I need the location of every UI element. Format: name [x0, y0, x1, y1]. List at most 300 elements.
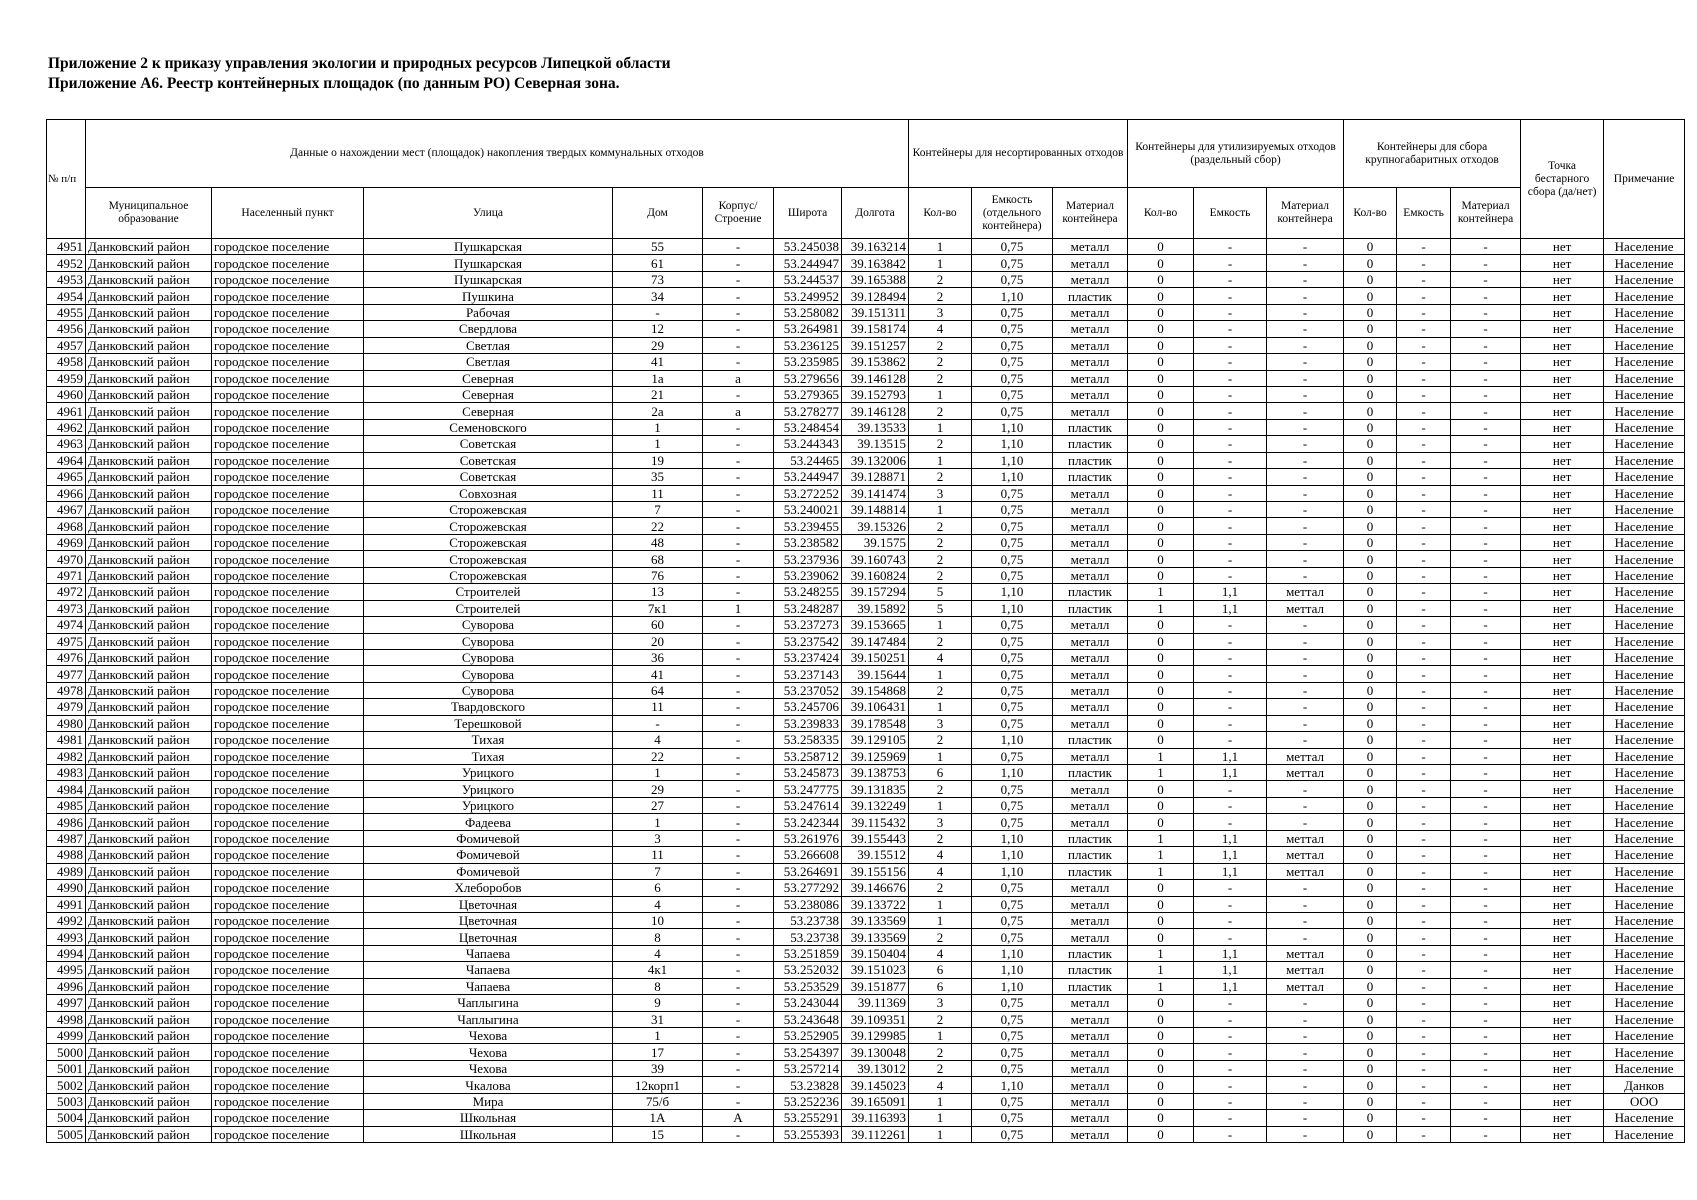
cell-row-number: 4985 [47, 797, 86, 813]
cell-unsorted-capacity: 0,75 [972, 1126, 1053, 1142]
cell-unsorted-material: металл [1053, 255, 1128, 271]
cell-bulky-capacity: - [1397, 584, 1451, 600]
cell-house: 48 [613, 534, 703, 550]
cell-building: - [703, 962, 774, 978]
cell-note: Население [1604, 617, 1685, 633]
cell-unsorted-count: 1 [909, 1093, 972, 1109]
table-row [47, 649, 1685, 665]
cell-bulky-count: 0 [1344, 518, 1397, 534]
cell-unsorted-material: пластик [1053, 732, 1128, 748]
cell-longitude: 39.155443 [842, 830, 909, 846]
cell-house: 41 [613, 666, 703, 682]
cell-bulky-count: 0 [1344, 649, 1397, 665]
table-row [47, 567, 1685, 583]
cell-recyclable-capacity: - [1194, 502, 1267, 518]
cell-bulky-count: 0 [1344, 633, 1397, 649]
cell-municipality: Данковский район [86, 567, 212, 583]
cell-bulky-count: 0 [1344, 567, 1397, 583]
cell-bulky-count: 0 [1344, 1093, 1397, 1109]
cell-recyclable-capacity: - [1194, 814, 1267, 830]
cell-unsorted-material: металл [1053, 633, 1128, 649]
cell-municipality: Данковский район [86, 912, 212, 928]
cell-street: Сторожевская [364, 567, 613, 583]
cell-municipality: Данковский район [86, 419, 212, 435]
cell-house: 21 [613, 386, 703, 402]
cell-bulky-capacity: - [1397, 419, 1451, 435]
cell-longitude: 39.145023 [842, 1077, 909, 1093]
cell-municipality: Данковский район [86, 765, 212, 781]
cell-longitude: 39.141474 [842, 485, 909, 501]
cell-street: Чехова [364, 1044, 613, 1060]
cell-unsorted-count: 5 [909, 584, 972, 600]
cell-containerless-point: нет [1521, 436, 1604, 452]
cell-note: Население [1604, 485, 1685, 501]
cell-bulky-capacity: - [1397, 518, 1451, 534]
cell-bulky-count: 0 [1344, 814, 1397, 830]
cell-building: - [703, 699, 774, 715]
cell-house: 1 [613, 1028, 703, 1044]
table-row [47, 1126, 1685, 1142]
cell-unsorted-capacity: 0,75 [972, 321, 1053, 337]
cell-unsorted-capacity: 0,75 [972, 1110, 1053, 1126]
cell-bulky-count: 0 [1344, 896, 1397, 912]
cell-house: 10 [613, 912, 703, 928]
cell-unsorted-capacity: 0,75 [972, 271, 1053, 287]
cell-building: - [703, 1126, 774, 1142]
cell-settlement: городское поселение [212, 715, 364, 731]
cell-longitude: 39.138753 [842, 765, 909, 781]
cell-bulky-capacity: - [1397, 271, 1451, 287]
cell-note: Население [1604, 534, 1685, 550]
cell-recyclable-count: 0 [1128, 534, 1194, 550]
cell-note: Население [1604, 682, 1685, 698]
cell-recyclable-capacity: 1,1 [1194, 962, 1267, 978]
cell-latitude: 53.251859 [774, 945, 842, 961]
cell-containerless-point: нет [1521, 1028, 1604, 1044]
cell-latitude: 53.238582 [774, 534, 842, 550]
cell-recyclable-material: - [1267, 551, 1344, 567]
cell-recyclable-capacity: 1,1 [1194, 945, 1267, 961]
cell-unsorted-count: 6 [909, 962, 972, 978]
cell-unsorted-capacity: 0,75 [972, 485, 1053, 501]
cell-latitude: 53.278277 [774, 403, 842, 419]
cell-building: - [703, 534, 774, 550]
cell-containerless-point: нет [1521, 1077, 1604, 1093]
cell-unsorted-material: металл [1053, 354, 1128, 370]
cell-unsorted-count: 2 [909, 518, 972, 534]
cell-bulky-count: 0 [1344, 830, 1397, 846]
cell-bulky-material: - [1451, 518, 1521, 534]
cell-note: Население [1604, 945, 1685, 961]
cell-settlement: городское поселение [212, 765, 364, 781]
cell-house: 9 [613, 995, 703, 1011]
table-row [47, 699, 1685, 715]
header-location-group: Данные о нахождении мест (площадок) накопления твердых коммунальных отходов [86, 120, 909, 188]
table-row [47, 748, 1685, 764]
table-row [47, 534, 1685, 550]
cell-municipality: Данковский район [86, 863, 212, 879]
cell-recyclable-material: - [1267, 239, 1344, 255]
cell-bulky-material: - [1451, 551, 1521, 567]
cell-bulky-capacity: - [1397, 534, 1451, 550]
cell-recyclable-count: 0 [1128, 485, 1194, 501]
cell-containerless-point: нет [1521, 567, 1604, 583]
cell-bulky-count: 0 [1344, 469, 1397, 485]
cell-house: 41 [613, 354, 703, 370]
cell-municipality: Данковский район [86, 732, 212, 748]
cell-latitude: 53.254397 [774, 1044, 842, 1060]
cell-row-number: 4954 [47, 288, 86, 304]
cell-building: - [703, 896, 774, 912]
cell-street: Пушкарская [364, 255, 613, 271]
table-row [47, 847, 1685, 863]
cell-unsorted-count: 1 [909, 699, 972, 715]
cell-recyclable-material: - [1267, 1044, 1344, 1060]
table-row [47, 732, 1685, 748]
table-row [47, 469, 1685, 485]
cell-unsorted-material: пластик [1053, 978, 1128, 994]
table-row [47, 929, 1685, 945]
cell-recyclable-material: - [1267, 896, 1344, 912]
cell-longitude: 39.133569 [842, 929, 909, 945]
cell-longitude: 39.15892 [842, 600, 909, 616]
cell-municipality: Данковский район [86, 1060, 212, 1076]
cell-municipality: Данковский район [86, 814, 212, 830]
cell-note: Население [1604, 715, 1685, 731]
cell-unsorted-material: металл [1053, 337, 1128, 353]
cell-building: - [703, 765, 774, 781]
cell-row-number: 4978 [47, 682, 86, 698]
registry-table-wrapper [46, 119, 1675, 1143]
cell-recyclable-capacity: - [1194, 896, 1267, 912]
cell-bulky-capacity: - [1397, 830, 1451, 846]
cell-unsorted-capacity: 0,75 [972, 633, 1053, 649]
cell-row-number: 5004 [47, 1110, 86, 1126]
cell-note: Население [1604, 386, 1685, 402]
cell-recyclable-material: меттал [1267, 863, 1344, 879]
cell-unsorted-capacity: 1,10 [972, 469, 1053, 485]
cell-municipality: Данковский район [86, 978, 212, 994]
cell-recyclable-material: меттал [1267, 600, 1344, 616]
cell-street: Чапаева [364, 945, 613, 961]
table-row [47, 452, 1685, 468]
document-title [48, 54, 671, 94]
cell-building: - [703, 830, 774, 846]
cell-row-number: 4977 [47, 666, 86, 682]
cell-latitude: 53.243648 [774, 1011, 842, 1027]
cell-bulky-material: - [1451, 896, 1521, 912]
cell-bulky-capacity: - [1397, 682, 1451, 698]
cell-house: 31 [613, 1011, 703, 1027]
cell-row-number: 4969 [47, 534, 86, 550]
cell-recyclable-count: 0 [1128, 995, 1194, 1011]
cell-longitude: 39.178548 [842, 715, 909, 731]
cell-bulky-capacity: - [1397, 765, 1451, 781]
table-row [47, 502, 1685, 518]
cell-note: Население [1604, 469, 1685, 485]
cell-unsorted-capacity: 0,75 [972, 814, 1053, 830]
cell-latitude: 53.240021 [774, 502, 842, 518]
cell-recyclable-capacity: - [1194, 880, 1267, 896]
cell-bulky-count: 0 [1344, 485, 1397, 501]
table-row [47, 1044, 1685, 1060]
cell-unsorted-count: 1 [909, 1126, 972, 1142]
cell-containerless-point: нет [1521, 469, 1604, 485]
cell-municipality: Данковский район [86, 534, 212, 550]
header-containerless: Точка бестарного сбора (да/нет) [1521, 120, 1604, 239]
header-longitude: Долгота [842, 188, 909, 239]
cell-bulky-count: 0 [1344, 337, 1397, 353]
cell-house: 7 [613, 863, 703, 879]
cell-street: Урицкого [364, 797, 613, 813]
header-num: № п/п [47, 120, 86, 239]
cell-unsorted-material: металл [1053, 485, 1128, 501]
cell-unsorted-capacity: 0,75 [972, 929, 1053, 945]
cell-settlement: городское поселение [212, 304, 364, 320]
cell-settlement: городское поселение [212, 797, 364, 813]
cell-longitude: 39.112261 [842, 1126, 909, 1142]
cell-house: 11 [613, 847, 703, 863]
cell-unsorted-capacity: 1,10 [972, 584, 1053, 600]
cell-bulky-count: 0 [1344, 386, 1397, 402]
cell-street: Северная [364, 386, 613, 402]
cell-row-number: 4993 [47, 929, 86, 945]
cell-municipality: Данковский район [86, 715, 212, 731]
cell-house: 4 [613, 896, 703, 912]
cell-bulky-count: 0 [1344, 354, 1397, 370]
table-row [47, 321, 1685, 337]
cell-note: Население [1604, 271, 1685, 287]
cell-bulky-material: - [1451, 337, 1521, 353]
cell-latitude: 53.237273 [774, 617, 842, 633]
cell-house: 6 [613, 880, 703, 896]
cell-bulky-capacity: - [1397, 1044, 1451, 1060]
cell-municipality: Данковский район [86, 880, 212, 896]
cell-containerless-point: нет [1521, 419, 1604, 435]
cell-unsorted-material: пластик [1053, 584, 1128, 600]
cell-containerless-point: нет [1521, 880, 1604, 896]
cell-house: 8 [613, 929, 703, 945]
cell-recyclable-material: - [1267, 288, 1344, 304]
cell-unsorted-count: 4 [909, 847, 972, 863]
cell-unsorted-material: металл [1053, 370, 1128, 386]
cell-note: Население [1604, 1060, 1685, 1076]
cell-unsorted-material: металл [1053, 1044, 1128, 1060]
cell-street: Пушкина [364, 288, 613, 304]
table-row [47, 419, 1685, 435]
cell-note: Население [1604, 847, 1685, 863]
cell-municipality: Данковский район [86, 288, 212, 304]
cell-unsorted-count: 2 [909, 436, 972, 452]
cell-unsorted-material: пластик [1053, 419, 1128, 435]
cell-unsorted-material: металл [1053, 896, 1128, 912]
cell-settlement: городское поселение [212, 929, 364, 945]
cell-recyclable-capacity: - [1194, 239, 1267, 255]
cell-house: 3 [613, 830, 703, 846]
cell-unsorted-capacity: 1,10 [972, 419, 1053, 435]
cell-bulky-material: - [1451, 1126, 1521, 1142]
cell-longitude: 39.133722 [842, 896, 909, 912]
cell-note: Население [1604, 863, 1685, 879]
table-row [47, 288, 1685, 304]
cell-recyclable-count: 0 [1128, 666, 1194, 682]
cell-unsorted-count: 2 [909, 1060, 972, 1076]
cell-unsorted-capacity: 1,10 [972, 452, 1053, 468]
cell-municipality: Данковский район [86, 386, 212, 402]
cell-bulky-capacity: - [1397, 1060, 1451, 1076]
cell-recyclable-count: 0 [1128, 880, 1194, 896]
title-line-2: Приложение А6. Реестр контейнерных площадок (по данным РО) Северная зона. [48, 75, 620, 92]
cell-note: Население [1604, 584, 1685, 600]
cell-bulky-capacity: - [1397, 239, 1451, 255]
cell-street: Сторожевская [364, 502, 613, 518]
cell-settlement: городское поселение [212, 1060, 364, 1076]
cell-unsorted-count: 1 [909, 797, 972, 813]
cell-containerless-point: нет [1521, 617, 1604, 633]
cell-recyclable-count: 1 [1128, 830, 1194, 846]
cell-house: 1 [613, 436, 703, 452]
cell-municipality: Данковский район [86, 797, 212, 813]
cell-note: Население [1604, 830, 1685, 846]
cell-house: 39 [613, 1060, 703, 1076]
cell-longitude: 39.153665 [842, 617, 909, 633]
cell-bulky-material: - [1451, 797, 1521, 813]
cell-municipality: Данковский район [86, 830, 212, 846]
cell-row-number: 5001 [47, 1060, 86, 1076]
cell-street: Суворова [364, 666, 613, 682]
cell-municipality: Данковский район [86, 1044, 212, 1060]
table-row [47, 666, 1685, 682]
cell-street: Сторожевская [364, 534, 613, 550]
cell-unsorted-count: 1 [909, 502, 972, 518]
cell-house: - [613, 304, 703, 320]
cell-longitude: 39.115432 [842, 814, 909, 830]
cell-longitude: 39.109351 [842, 1011, 909, 1027]
cell-bulky-material: - [1451, 534, 1521, 550]
cell-unsorted-count: 2 [909, 403, 972, 419]
cell-recyclable-capacity: - [1194, 1093, 1267, 1109]
cell-settlement: городское поселение [212, 880, 364, 896]
cell-recyclable-count: 0 [1128, 452, 1194, 468]
cell-bulky-capacity: - [1397, 403, 1451, 419]
cell-house: 4 [613, 732, 703, 748]
cell-bulky-capacity: - [1397, 386, 1451, 402]
cell-recyclable-material: - [1267, 929, 1344, 945]
cell-recyclable-count: 0 [1128, 1126, 1194, 1142]
table-row [47, 962, 1685, 978]
cell-bulky-capacity: - [1397, 929, 1451, 945]
cell-bulky-material: - [1451, 502, 1521, 518]
cell-longitude: 39.1575 [842, 534, 909, 550]
cell-longitude: 39.148814 [842, 502, 909, 518]
cell-street: Цветочная [364, 929, 613, 945]
cell-building: - [703, 288, 774, 304]
cell-row-number: 4975 [47, 633, 86, 649]
cell-longitude: 39.130048 [842, 1044, 909, 1060]
cell-municipality: Данковский район [86, 502, 212, 518]
cell-unsorted-material: металл [1053, 781, 1128, 797]
cell-street: Цветочная [364, 896, 613, 912]
cell-longitude: 39.150251 [842, 649, 909, 665]
cell-containerless-point: нет [1521, 765, 1604, 781]
cell-building: - [703, 255, 774, 271]
cell-house: 22 [613, 518, 703, 534]
cell-recyclable-capacity: 1,1 [1194, 748, 1267, 764]
cell-row-number: 4995 [47, 962, 86, 978]
cell-latitude: 53.253529 [774, 978, 842, 994]
cell-bulky-material: - [1451, 814, 1521, 830]
cell-unsorted-count: 2 [909, 633, 972, 649]
cell-bulky-capacity: - [1397, 1077, 1451, 1093]
cell-unsorted-count: 3 [909, 715, 972, 731]
cell-building: - [703, 1077, 774, 1093]
cell-bulky-capacity: - [1397, 321, 1451, 337]
cell-unsorted-capacity: 0,75 [972, 534, 1053, 550]
header-bulky-capacity: Емкость [1397, 188, 1451, 239]
cell-latitude: 53.236125 [774, 337, 842, 353]
table-row [47, 978, 1685, 994]
cell-street: Строителей [364, 584, 613, 600]
cell-house: 20 [613, 633, 703, 649]
cell-note: Население [1604, 321, 1685, 337]
cell-recyclable-count: 0 [1128, 1044, 1194, 1060]
cell-house: 61 [613, 255, 703, 271]
cell-unsorted-count: 2 [909, 1011, 972, 1027]
cell-containerless-point: нет [1521, 403, 1604, 419]
cell-recyclable-count: 0 [1128, 551, 1194, 567]
cell-recyclable-count: 0 [1128, 403, 1194, 419]
table-row [47, 600, 1685, 616]
cell-note: Население [1604, 1011, 1685, 1027]
cell-street: Терешковой [364, 715, 613, 731]
cell-containerless-point: нет [1521, 666, 1604, 682]
cell-municipality: Данковский район [86, 945, 212, 961]
cell-row-number: 4990 [47, 880, 86, 896]
header-bulky-count: Кол-во [1344, 188, 1397, 239]
cell-latitude: 53.237542 [774, 633, 842, 649]
cell-unsorted-material: металл [1053, 271, 1128, 287]
cell-unsorted-count: 3 [909, 485, 972, 501]
cell-settlement: городское поселение [212, 567, 364, 583]
cell-bulky-material: - [1451, 765, 1521, 781]
cell-recyclable-material: - [1267, 534, 1344, 550]
cell-settlement: городское поселение [212, 945, 364, 961]
cell-unsorted-material: металл [1053, 880, 1128, 896]
cell-longitude: 39.165091 [842, 1093, 909, 1109]
cell-settlement: городское поселение [212, 584, 364, 600]
cell-building: - [703, 271, 774, 287]
cell-settlement: городское поселение [212, 682, 364, 698]
cell-recyclable-capacity: - [1194, 469, 1267, 485]
cell-building: - [703, 567, 774, 583]
cell-longitude: 39.157294 [842, 584, 909, 600]
cell-containerless-point: нет [1521, 929, 1604, 945]
cell-unsorted-material: металл [1053, 403, 1128, 419]
cell-latitude: 53.255393 [774, 1126, 842, 1142]
cell-unsorted-material: металл [1053, 748, 1128, 764]
cell-building: - [703, 452, 774, 468]
cell-settlement: городское поселение [212, 666, 364, 682]
header-note: Примечание [1604, 120, 1685, 239]
cell-recyclable-material: - [1267, 518, 1344, 534]
cell-containerless-point: нет [1521, 337, 1604, 353]
cell-recyclable-capacity: - [1194, 1028, 1267, 1044]
cell-bulky-count: 0 [1344, 929, 1397, 945]
cell-latitude: 53.248255 [774, 584, 842, 600]
cell-unsorted-material: металл [1053, 1077, 1128, 1093]
cell-municipality: Данковский район [86, 649, 212, 665]
cell-municipality: Данковский район [86, 436, 212, 452]
